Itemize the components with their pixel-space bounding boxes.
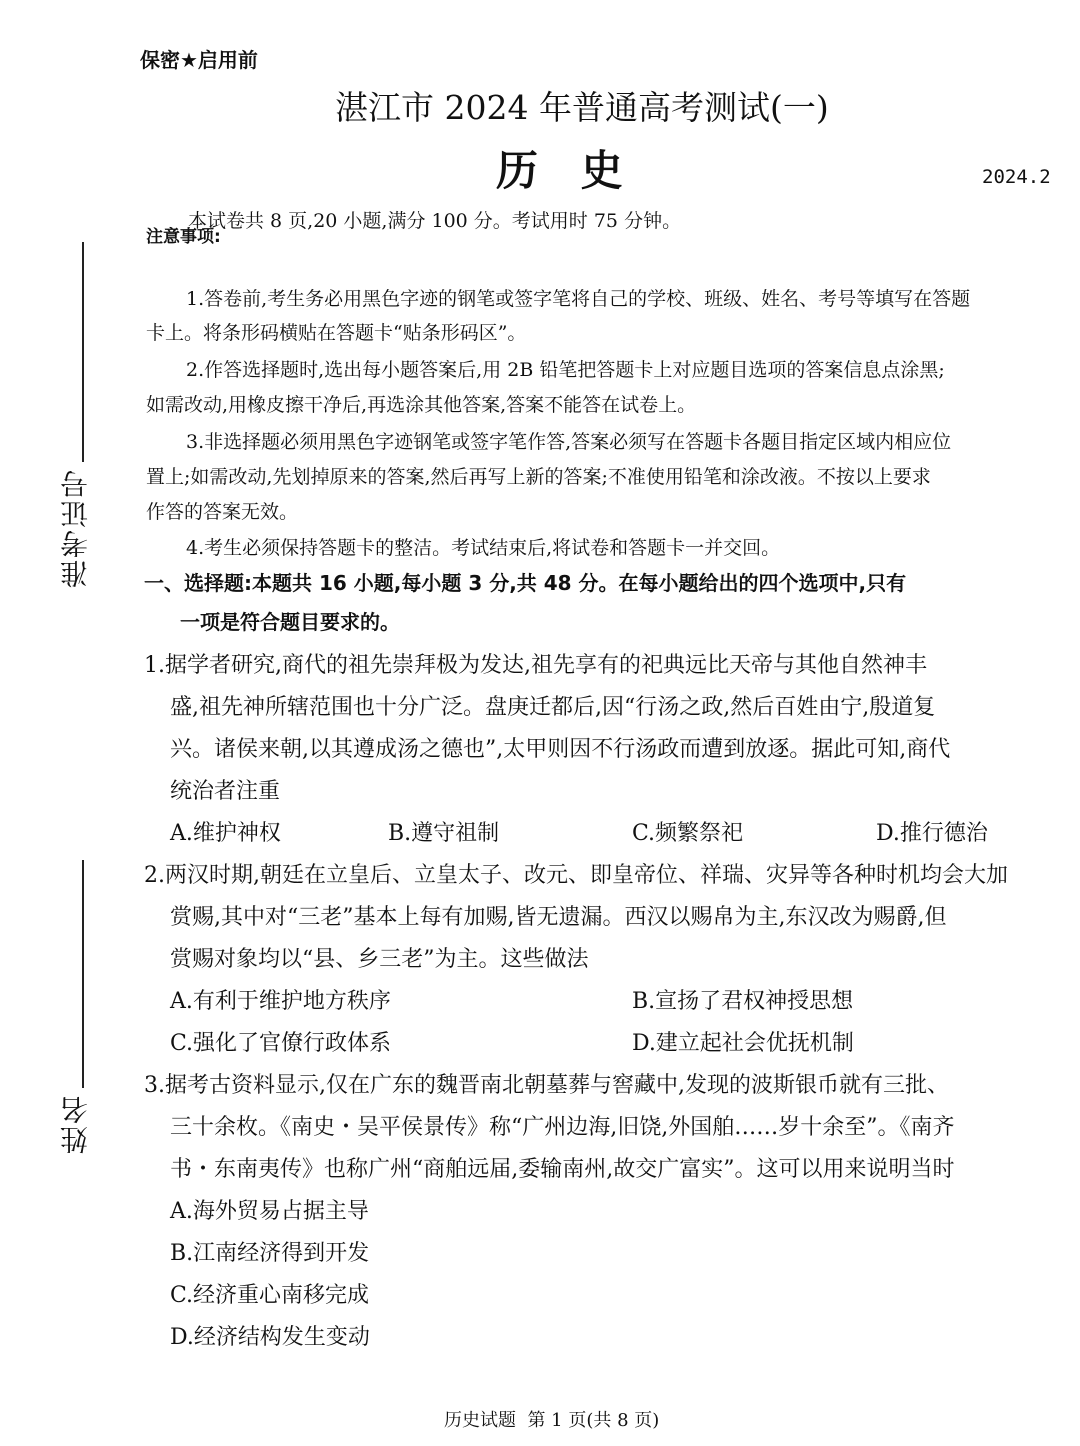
exam-date: 2024.2 — [982, 166, 1051, 188]
question-2-line-2: 赏赐,其中对“三老”基本上每有加赐,皆无遗漏。西汉以赐帛为主,东汉改为赐爵,但 — [170, 905, 947, 930]
exam-intro: 本试卷共 8 页,20 小题,满分 100 分。考试用时 75 分钟。 — [188, 210, 682, 232]
question-3-option-c: C.经济重心南移完成 — [170, 1283, 370, 1308]
candidate-number-line — [82, 242, 84, 462]
question-3-option-a: A.海外贸易占据主导 — [170, 1199, 369, 1224]
notice-item-3-line-3: 作答的答案无效。 — [146, 501, 299, 523]
name-line — [82, 860, 84, 1088]
page-footer: 历史试题 第 1 页(共 8 页) — [444, 1410, 660, 1431]
question-1-option-d: D.推行德治 — [876, 821, 988, 846]
question-1-line-4: 统治者注重 — [170, 779, 281, 804]
question-2-line-3: 赏赐对象均以“县、乡三老”为主。这些做法 — [170, 947, 589, 972]
question-1-option-b: B.遵守祖制 — [388, 821, 500, 846]
question-1-line-1: 1.据学者研究,商代的祖先崇拜极为发达,祖先享有的祀典远比天帝与其他自然神丰 — [144, 653, 927, 678]
notice-item-2-line-2: 如需改动,用橡皮擦干净后,再选涂其他答案,答案不能答在试卷上。 — [146, 394, 697, 416]
question-3-option-b: B.江南经济得到开发 — [170, 1241, 370, 1266]
notice-item-1-line-1: 1.答卷前,考生务必用黑色字迹的钢笔或签字笔将自己的学校、班级、姓名、考号等填写在答题 — [186, 288, 971, 310]
question-1-line-2: 盛,祖先神所辖范围也十分广泛。盘庚迁都后,因“行汤之政,然后百姓由宁,殷道复 — [170, 695, 936, 720]
notice-heading: 注意事项: — [146, 227, 221, 247]
candidate-number-label: 准考证号 — [59, 468, 92, 588]
question-1-option-a: A.维护神权 — [170, 821, 281, 846]
confidential-mark: 保密★启用前 — [140, 48, 258, 72]
question-3-option-d: D.经济结构发生变动 — [170, 1325, 370, 1350]
notice-item-1-line-2: 卡上。将条形码横贴在答题卡“贴条形码区”。 — [146, 322, 527, 344]
section-heading-line-2: 一项是符合题目要求的。 — [180, 610, 400, 634]
question-3-line-3: 书・东南夷传》也称广州“商舶远届,委输南州,故交广富实”。这可以用来说明当时 — [170, 1157, 955, 1182]
question-2-option-b: B.宣扬了君权神授思想 — [632, 989, 854, 1014]
notice-item-3-line-2: 置上;如需改动,先划掉原来的答案,然后再写上新的答案;不准使用铅笔和涂改液。不按以上要求 — [146, 466, 931, 488]
question-2-line-1: 2.两汉时期,朝廷在立皇后、立皇太子、改元、即皇帝位、祥瑞、灾异等各种时机均会大加 — [144, 863, 1008, 888]
notice-item-4: 4.考生必须保持答题卡的整洁。考试结束后,将试卷和答题卡一并交回。 — [186, 537, 781, 559]
exam-title: 湛江市 2024 年普通高考测试(一) — [335, 88, 829, 127]
subject-title: 历 史 — [496, 146, 637, 195]
question-2-option-c: C.强化了官僚行政体系 — [170, 1031, 392, 1056]
name-label: 姓名 — [59, 1094, 92, 1154]
question-3-line-2: 三十余枚。《南史・吴平侯景传》称“广州边海,旧饶,外国舶……岁十余至”。《南齐 — [170, 1115, 955, 1140]
notice-item-2-line-1: 2.作答选择题时,选出每小题答案后,用 2B 铅笔把答题卡上对应题目选项的答案信息点涂黑; — [186, 359, 945, 381]
question-3-line-1: 3.据考古资料显示,仅在广东的魏晋南北朝墓葬与窖藏中,发现的波斯银币就有三批、 — [144, 1073, 949, 1098]
question-1-option-c: C.频繁祭祀 — [632, 821, 744, 846]
section-heading-line-1: 一、选择题:本题共 16 小题,每小题 3 分,共 48 分。在每小题给出的四个选项中,只有 — [144, 571, 907, 595]
notice-item-3-line-1: 3.非选择题必须用黑色字迹钢笔或签字笔作答,答案必须写在答题卡各题目指定区域内相应位 — [186, 431, 952, 453]
question-1-line-3: 兴。诸侯来朝,以其遵成汤之德也”,太甲则因不行汤政而遭到放逐。据此可知,商代 — [170, 737, 951, 762]
question-2-option-d: D.建立起社会优抚机制 — [632, 1031, 854, 1056]
question-2-option-a: A.有利于维护地方秩序 — [170, 989, 391, 1014]
